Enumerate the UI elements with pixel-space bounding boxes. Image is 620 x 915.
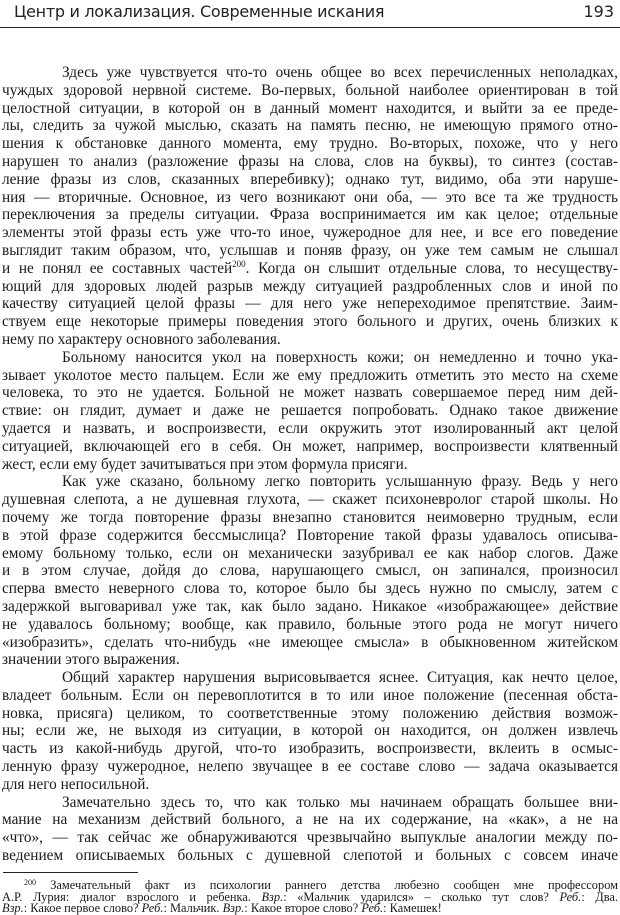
text-segment: : «Мальчик ударился» – сколько тут слов?	[283, 889, 560, 904]
speaker-label: Реб.	[141, 901, 164, 915]
text-line: «изобразить», сделать что-нибудь «не имеющее смысла» в обыкновенном житейском	[2, 633, 618, 651]
text-line: ление фразы из слов, сказанных вперебивку); однако тут, видимо, оба эти наруше-	[2, 170, 618, 188]
text-line	[2, 903, 618, 915]
body-text	[2, 64, 618, 865]
text-line: часть из какой-нибудь другой, что-то изобразить, воспроизвести, вклеить в осмыс-	[2, 740, 618, 758]
speaker-label: Взр.	[222, 901, 245, 915]
text-line: новка, присяга) целиком, то соответственные этому положению действия возмож-	[2, 704, 618, 722]
text-line: удается и назвать, и воспроизвести, если окружить этот изолированный акт целой	[2, 419, 618, 437]
text-line: лы, следить за чужой мыслью, сказать на память песню, не имеющую прямого отно-	[2, 117, 618, 135]
text-segment: . Когда он слышит отдельные слова, то несуществу-	[245, 259, 618, 277]
text-segment: : Какое первое слово?	[23, 901, 142, 915]
text-line: переключения за пределы ситуации. Фраза воспринимается им как целое; отдельные	[2, 206, 618, 224]
paragraph	[2, 794, 618, 865]
text-line: элементы этой фразы есть уже что-то иное, чужеродное для нее, и все его поведение	[2, 224, 618, 242]
text-line: ющий для здоровых людей разрыв между ситуацией раздробленных слов и иной по	[2, 277, 618, 295]
text-line: значении этого выражения.	[2, 651, 180, 669]
text-line: владеет больным. Если он перевоплотится в то или иное положение (песенная обста-	[2, 686, 618, 704]
text-line: и в этом случае, дойдя до слова, нарушающего смысл, он запинался, произносил	[2, 562, 618, 580]
footnote	[2, 880, 618, 915]
text-line: Здесь уже чувствуется что-то очень общее во всех перечисленных неполадках,	[62, 64, 618, 81]
text-line: не удавалось больному; вообще, как правило, больные этого рода не могут ничего	[2, 615, 618, 633]
text-segment: : Какое второе слово?	[244, 901, 362, 915]
text-line: жест, если ему будет зачитываться при этом формула присяги.	[2, 455, 408, 473]
paragraph	[2, 669, 618, 794]
text-segment: : Камешек!	[383, 901, 442, 915]
text-line: «что», — так сейчас же обнаруживаются чрезвычайно выпуклые аналогии между по-	[2, 829, 618, 847]
text-line: Как уже сказано, больному легко повторить услышанную фразу. Ведь у него	[62, 473, 618, 491]
text-line: для него непосильной.	[2, 775, 150, 793]
text-line: сперва вместо неверного слова то, которое было бы здесь нужно по смыслу, затем с	[2, 580, 618, 598]
text-line: Замечательно здесь то, что как только мы начинаем обращать большее вни-	[62, 793, 618, 811]
text-segment: : Два.	[581, 889, 618, 904]
footnote-ref: 200	[232, 258, 246, 269]
text-line: ствие: он глядит, думает и даже не решается попробовать. Однако такое движение	[2, 402, 618, 420]
running-title: Центр и локализация. Современные искания	[14, 2, 385, 21]
text-line: целостной ситуации, в которой он в данный момент находится, и выйти за ее преде-	[2, 99, 618, 117]
text-line: душевная слепота, а не душевная глухота, — скажет психоневролог старой школы. Но	[2, 491, 618, 509]
text-line: шения к обстановке данного момента, ему трудно. Во-вторых, похоже, что у него	[2, 135, 618, 153]
text-line: качеству ситуацией целой фразы — для него уже непереходимое препятствие. Заим-	[2, 295, 618, 313]
text-segment: А.Р. Лурия: диалог взрослого и ребенка.	[2, 889, 262, 904]
page-number: 193	[583, 2, 614, 21]
footnote-ref: 200	[24, 878, 36, 887]
text-line: задержкой выговаривал уже так, как было задано. Никакое «изображающее» действие	[2, 597, 618, 615]
text-line: чуждых здоровой нервной системе. Во-первых, больной наиболее ориентирован в той	[2, 81, 618, 99]
paragraph	[2, 473, 618, 669]
paragraph	[2, 64, 618, 349]
text-line: Общий характер нарушения вырисовывается яснее. Ситуация, как нечто целое,	[62, 669, 618, 687]
text-line: выглядит таким образом, что, услышав и поняв фразу, он уже тем самым не слышал	[2, 241, 618, 259]
text-line: Больному наносится укол на поверхность кожи; он немедленно и точно ука-	[62, 348, 618, 366]
text-line	[2, 260, 618, 278]
text-line: зывает уколотое место пальцем. Если же ему предложить отметить это место на схеме	[2, 366, 618, 384]
text-line: ния — вторичные. Основное, из чего возникают они оба, — это все та же трудность	[2, 188, 618, 206]
text-line: ны; если же, не выходя из ситуации, в которой он находится, он должен извлечь	[2, 722, 618, 740]
paragraph	[2, 349, 618, 474]
text-line: ленную фразу чужеродное, нелепо звучащее в ее составе слово — задача оказывается	[2, 758, 618, 776]
running-header	[0, 0, 620, 28]
footnote-divider	[3, 872, 138, 873]
text-line: мание на механизм действий больного, а не на их содержание, на «как», а не на	[2, 811, 618, 829]
footnotes	[2, 880, 618, 915]
speaker-label: Реб.	[361, 901, 384, 915]
text-line: в этой фразе содержится бессмыслица? Повторение такой фразы удавалось описыва-	[2, 526, 618, 544]
text-line: ствуем еще некоторые примеры поведения этого больного и других, очень близких к	[2, 313, 618, 331]
speaker-label: Взр.	[2, 901, 24, 915]
text-segment: Замечательный факт из психологии раннего детства любезно сообщен мне профессором	[36, 878, 618, 892]
text-line: ведением описываемых больных с душевной слепотой и больных с совсем иначе	[2, 847, 618, 865]
text-line: человека, то это не удается. Больной не может назвать совершаемое перед ним дей-	[2, 384, 618, 402]
text-line: нему по характеру основного заболевания.	[2, 330, 281, 348]
text-line: ситуацией, включающей его в себя. Он может, например, воспроизвести клятвенный	[2, 437, 618, 455]
speaker-label: Взр.	[261, 889, 284, 904]
speaker-label: Реб.	[559, 889, 582, 904]
text-line: нарушен то анализ (разложение фразы на слова, слов на буквы), то синтез (состав-	[2, 152, 618, 170]
text-line: почему же тогда повторение фразы внезапно становится неимоверно трудным, если	[2, 508, 618, 526]
text-line: емому больному только, если он механически зазубривал ее как набор слогов. Даже	[2, 544, 618, 562]
text-segment: : Мальчик.	[163, 901, 223, 915]
text-segment: и не понял ее составных частей	[2, 259, 233, 277]
